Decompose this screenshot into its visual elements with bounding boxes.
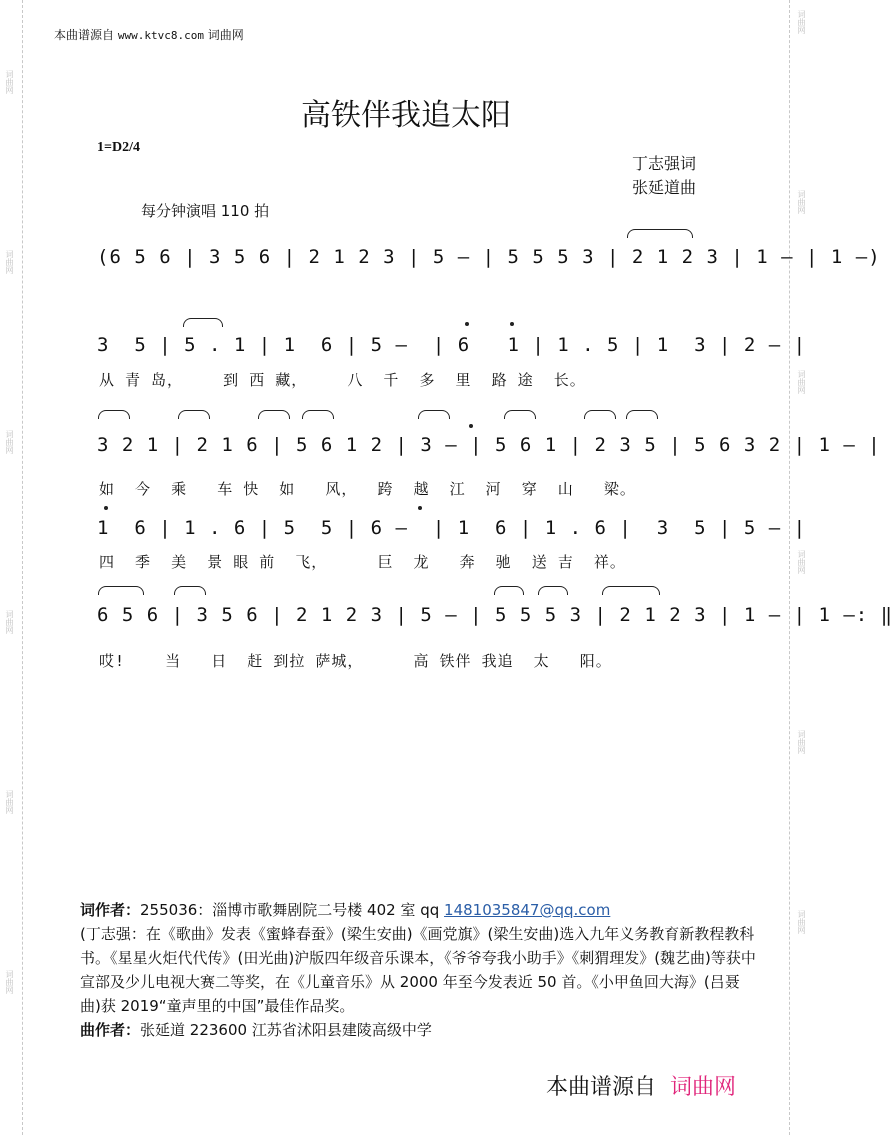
octave-dot [469,424,473,428]
octave-dot [510,322,514,326]
slur-mark [302,410,334,419]
right-border [789,0,790,1135]
footer-source-prefix: 本曲谱源自 [546,1075,657,1100]
lyricist-label: 词作者： [80,901,141,919]
octave-dot [418,506,422,510]
slur-mark [538,586,568,595]
slur-mark [98,410,130,419]
slur-mark [98,586,144,595]
score-line-1: (6 5 6 | 3 5 6 | 2 1 2 3 | 5 — | 5 5 5 3 | 2 1 2 3 | 1 — | 1 —) [97,246,881,268]
composer-credit: 张延道曲 [632,178,697,197]
side-watermark: 词曲网 [797,190,806,214]
lyricist-credit: 丁志强词 [632,154,697,173]
lyricist-bio: (丁志强：在《歌曲》发表《蜜蜂春蚕》(梁生安曲)《画党旗》(梁生安曲)选入九年义务教育新教程教科书。《星星火炬代代传》(田光曲)沪版四年级音乐课本，《爷爷夸我小助手》《刺猬理发》(魏艺曲)等获中宣部及少儿电视大赛二等奖，在《儿童音乐》从 2000 年至今发表近 50 首。《小甲鱼回大海》(吕聂曲)获 2019“童声里的中国”最佳作品奖。 [80,925,756,1015]
source-prefix: 本曲谱源自 [54,28,115,42]
slur-mark [602,586,660,595]
left-border [22,0,23,1135]
source-url[interactable]: www.ktvc8.com [117,29,204,42]
slur-mark [494,586,524,595]
side-watermark: 词曲网 [5,970,14,994]
side-watermark: 词曲网 [797,730,806,754]
author-info [80,898,760,1042]
song-title: 高铁伴我追太阳 [301,98,511,133]
composer-info [80,1018,760,1042]
side-watermark: 词曲网 [797,370,806,394]
slur-mark [504,410,536,419]
tempo-marking: 每分钟演唱 110 拍 [141,202,270,220]
side-watermark: 词曲网 [797,550,806,574]
side-watermark: 词曲网 [5,430,14,454]
slur-mark [258,410,290,419]
key-signature: 1=D2/4 [97,140,140,155]
side-watermark: 词曲网 [5,70,14,94]
score-line-5: 6 5 6 | 3 5 6 | 2 1 2 3 | 5 — | 5 5 5 3 | 2 1 2 3 | 1 — | 1 —: ‖ [97,604,893,626]
slur-mark [418,410,450,419]
footer-brand-link[interactable]: 词曲网 [670,1075,737,1100]
slur-mark [584,410,616,419]
slur-mark [627,229,693,238]
side-watermark: 词曲网 [5,610,14,634]
lyricist-contact: 255036：淄博市歌舞剧院二号楼 402 室 qq [140,901,445,919]
lyric-line-2: 从 青 岛， 到 西 藏， 八 千 多 里 路 途 长。 [99,371,586,389]
source-site-name: 词曲网 [207,28,244,42]
side-watermark: 词曲网 [797,10,806,34]
lyric-line-3: 如 今 乘 车 快 如 风， 跨 越 江 河 穿 山 梁。 [99,480,636,498]
lyricist-info [80,898,760,922]
lyric-line-5: 哎! 当 日 赶 到拉 萨城， 高 铁伴 我追 太 阳。 [99,652,612,670]
source-header [54,26,244,43]
lyric-line-4: 四 季 美 景 眼 前 飞， 巨 龙 奔 驰 送 吉 祥。 [99,553,626,571]
score-line-3: 3 2 1 | 2 1 6 | 5 6 1 2 | 3 — | 5 6 1 | 2 3 5 | 5 6 3 2 | 1 — | [97,434,881,456]
lyricist-email-link[interactable]: 1481035847@qq.com [444,901,611,919]
slur-mark [174,586,206,595]
source-footer [546,1070,736,1101]
octave-dot [104,506,108,510]
octave-dot [465,322,469,326]
slur-mark [183,318,223,327]
score-line-4: 1 6 | 1 . 6 | 5 5 | 6 — | 1 6 | 1 . 6 | 3 5 | 5 — | [97,517,807,539]
slur-mark [178,410,210,419]
composer-contact: 张延道 223600 江苏省沭阳县建陵高级中学 [140,1021,432,1039]
side-watermark: 词曲网 [5,790,14,814]
slur-mark [626,410,658,419]
composer-label: 曲作者： [80,1021,141,1039]
score-line-2: 3 5 | 5 . 1 | 1 6 | 5 — | 6 1 | 1 . 5 | 1 3 | 2 — | [97,334,807,356]
side-watermark: 词曲网 [5,250,14,274]
side-watermark: 词曲网 [797,910,806,934]
song-credits [632,152,696,200]
